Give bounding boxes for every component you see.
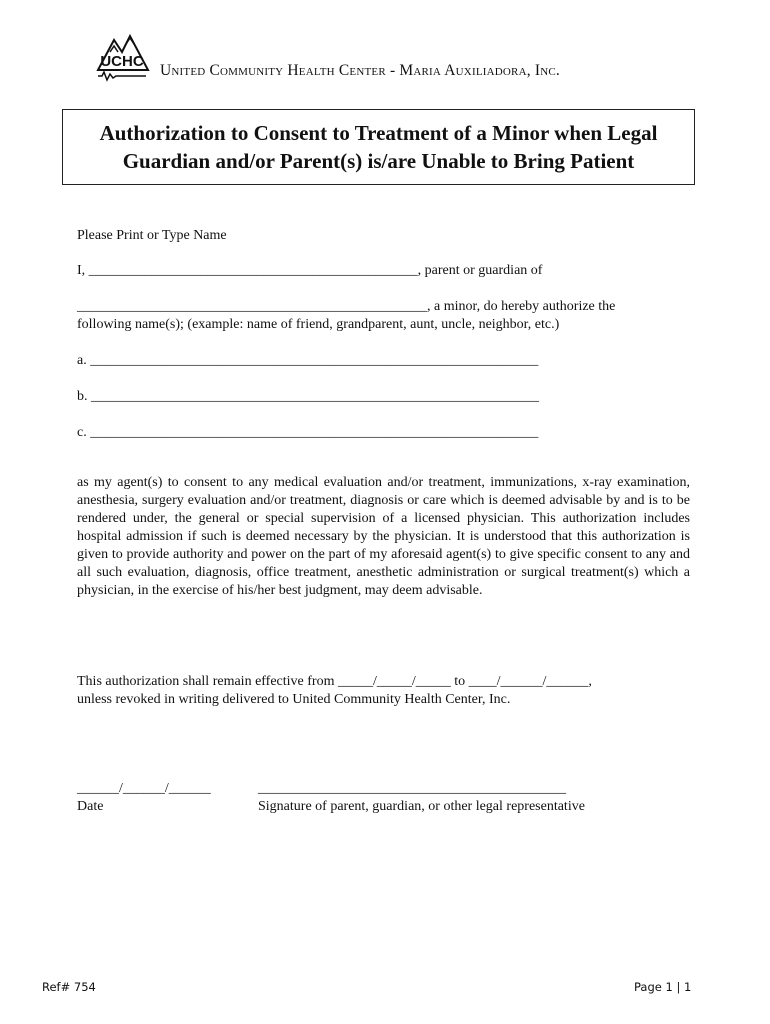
title-line-2: Guardian and/or Parent(s) is/are Unable to Bring Patient [122,149,635,173]
signature-field[interactable]: ____________________________________________ [258,781,566,796]
reference-number: Ref# 754 [42,980,96,994]
following-names-text: following name(s); (example: name of friend, grandparent, aunt, uncle, neighbor, etc.) [77,317,560,332]
title-line-1: Authorization to Consent to Treatment of a Minor when Legal [99,121,658,145]
organization-name: United Community Health Center - Maria Auxiliadora, Inc. [160,62,560,79]
authorization-body: as my agent(s) to consent to any medical evaluation and/or treatment, immunizations, x-ray examination, anesthesia, surgery evaluation and/or treatment, diagnosis or care which is deemed advisable by and is to be rendered under, the general or special supervision of a licensed physician. This authorization includes hospital admission if such is deemed necessary by the physician. It is understood that this authorization is given to provide authority and power on the part of my aforesaid agent(s) to give specific consent to any and all such evaluation, diagnosis, office treatment, anesthetic administration or surgical treatment(s) which a physician, in the exercise of his/her best judgment, may deem advisable. [77,475,690,598]
effective-dates-field[interactable]: This authorization shall remain effective from _____/_____/_____ to ____/______/______, [77,674,592,689]
signature-label: Signature of parent, guardian, or other legal representative [258,799,585,814]
logo-text: UCHC [100,53,144,70]
minor-name-field[interactable]: __________________________________________________, a minor, do hereby authorize the [77,299,616,314]
revoked-text: unless revoked in writing delivered to United Community Health Center, Inc. [77,692,511,707]
agent-c-field[interactable]: c. ________________________________________________________________ [77,425,539,440]
print-name-label: Please Print or Type Name [77,228,227,243]
guardian-name-field[interactable]: I, _______________________________________________, parent or guardian of [77,263,543,278]
document-title [100,119,658,175]
date-field[interactable]: ______/______/______ [77,781,211,796]
title-box [62,109,695,185]
date-label: Date [77,799,104,814]
uchc-logo [92,30,152,82]
page-number: Page 1 | 1 [634,980,692,994]
agent-a-field[interactable]: a. ________________________________________________________________ [77,353,539,368]
agent-b-field[interactable]: b. ________________________________________________________________ [77,389,539,404]
